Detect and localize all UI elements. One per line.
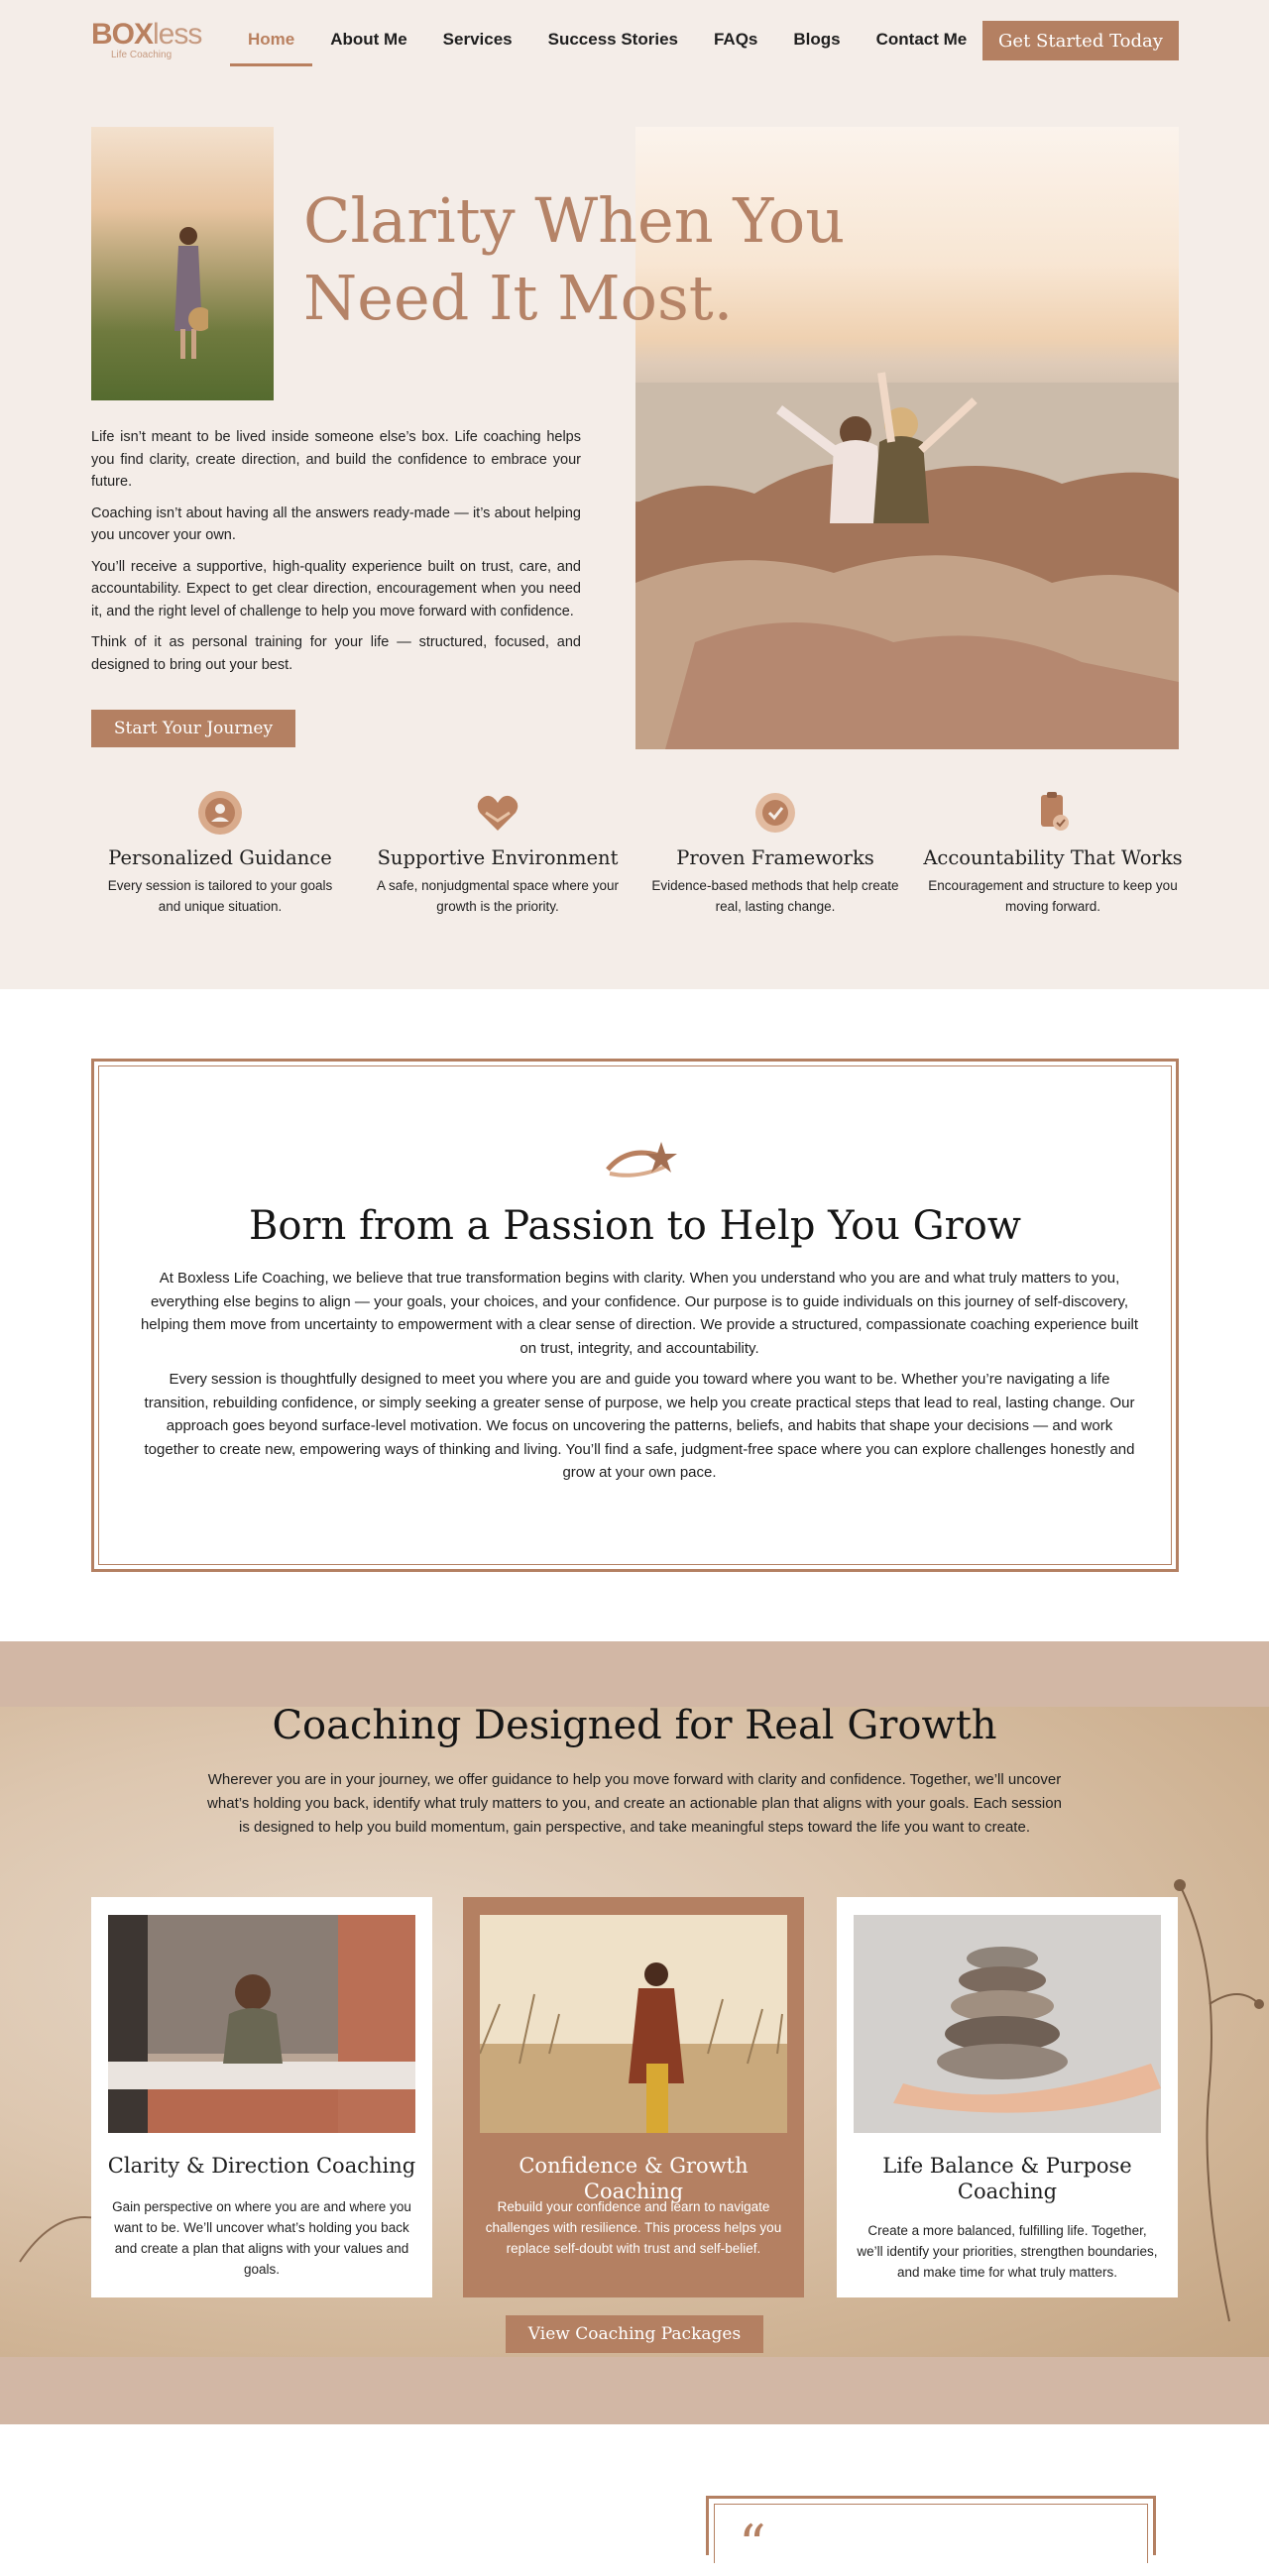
check-badge-icon bbox=[750, 787, 801, 839]
nav-item-about[interactable]: About Me bbox=[330, 30, 407, 49]
service-card-clarity[interactable] bbox=[91, 1897, 432, 2297]
start-journey-button[interactable]: Start Your Journey bbox=[91, 710, 295, 747]
nav-item-contact[interactable]: Contact Me bbox=[875, 30, 968, 49]
hero-paragraph-4: Think of it as personal training for your life — structured, focused, and designed to bring out your best. bbox=[91, 634, 581, 673]
feature-title: Personalized Guidance bbox=[108, 846, 332, 869]
feature-item bbox=[81, 787, 359, 917]
service-card-text: Create a more balanced, fulfilling life. Together, we’ll identify your priorities, strengthen boundaries, and make time for what truly matters. bbox=[857, 2223, 1158, 2280]
story-inner-frame bbox=[98, 1065, 1172, 1565]
story-title: Born from a Passion to Help You Grow bbox=[248, 1203, 1022, 1249]
stacked-stones-illustration bbox=[854, 1915, 1161, 2133]
logo-tagline: Life Coaching bbox=[111, 50, 173, 60]
logo-light: less bbox=[153, 18, 202, 51]
nav-links bbox=[230, 22, 984, 66]
clipboard-check-icon bbox=[1027, 787, 1079, 839]
feature-title: Accountability That Works bbox=[923, 846, 1183, 869]
feature-text: Evidence-based methods that help create real, lasting change. bbox=[651, 878, 899, 914]
nav-item-faqs[interactable]: FAQs bbox=[713, 30, 758, 49]
woman-on-ledge-illustration bbox=[108, 1915, 415, 2133]
brand-logo[interactable] bbox=[91, 18, 201, 60]
top-navigation bbox=[0, 0, 1269, 83]
service-card-confidence[interactable] bbox=[463, 1897, 804, 2297]
story-paragraph-1: At Boxless Life Coaching, we believe that true transformation begins with clarity. When you understand who you are and what truly matters to you, everything else begins to align — your goals, your choices, and your confidence. Our purpose is to guide individuals on this journey of self-discovery, helping them move from uncertainty to empowerment with a clear sense of direction. We provide a structured, compassionate coaching experience built on trust, integrity, and accountability. bbox=[140, 1270, 1139, 1357]
service-image-balance bbox=[854, 1915, 1161, 2133]
feature-text: A safe, nonjudgmental space where your growth is the priority. bbox=[377, 878, 619, 914]
service-card-title: Clarity & Direction Coaching bbox=[107, 2154, 416, 2178]
testimonial-inner-frame bbox=[714, 2504, 1148, 2576]
hero-paragraph-2: Coaching isn’t about having all the answers ready-made — it’s about helping you uncover your own. bbox=[91, 504, 581, 543]
woman-in-field-illustration bbox=[480, 1915, 787, 2133]
service-card-balance[interactable] bbox=[837, 1897, 1178, 2297]
feature-title: Supportive Environment bbox=[377, 846, 619, 869]
nav-item-success-stories[interactable]: Success Stories bbox=[547, 30, 678, 49]
hero-copy bbox=[91, 426, 581, 685]
walking-woman-figure bbox=[169, 222, 208, 371]
view-packages-button[interactable]: View Coaching Packages bbox=[506, 2315, 763, 2353]
hero-title-line-1: Clarity When You bbox=[303, 184, 846, 257]
feature-item bbox=[359, 787, 636, 917]
feature-text: Every session is tailored to your goals and unique situation. bbox=[107, 878, 333, 914]
services-title: Coaching Designed for Real Growth bbox=[272, 1703, 997, 1748]
about-story-section bbox=[91, 1059, 1179, 1572]
feature-text: Encouragement and structure to keep you moving forward. bbox=[928, 878, 1178, 914]
feature-item bbox=[914, 787, 1192, 917]
quote-mark-icon: “ bbox=[739, 2514, 766, 2576]
service-card-title: Life Balance & Purpose Coaching bbox=[882, 2154, 1132, 2203]
hero-walking-woman-image bbox=[91, 127, 274, 400]
logo-bold: BOX bbox=[91, 18, 154, 51]
feature-title: Proven Frameworks bbox=[676, 846, 874, 869]
heart-hands-icon bbox=[472, 787, 523, 839]
story-copy bbox=[139, 1267, 1140, 1493]
services-intro: Wherever you are in your journey, we offer guidance to help you move forward with clarity and confidence. Together, we’ll uncover what’s holding you back, identify what truly matters to you, and create an actionable plan that aligns with your goals. Each session is designed to help you build momentum, gain perspective, and take meaningful steps toward the life you want to create. bbox=[207, 1771, 1062, 1836]
get-started-button[interactable]: Get Started Today bbox=[982, 21, 1179, 60]
hero-title bbox=[303, 182, 898, 337]
nav-item-services[interactable]: Services bbox=[442, 30, 513, 49]
hero-section bbox=[0, 83, 1269, 989]
nav-item-blogs[interactable]: Blogs bbox=[793, 30, 841, 49]
nav-item-home[interactable]: Home bbox=[230, 22, 312, 66]
person-badge-icon bbox=[194, 787, 246, 839]
hero-paragraph-3: You’ll receive a supportive, high-quality experience built on trust, care, and accountability. Expect to get clear direction, encouragement when you need it, and the right level of challenge to help you move forward with confidence. bbox=[91, 558, 581, 619]
service-image-clarity bbox=[108, 1915, 415, 2133]
service-card-text: Rebuild your confidence and learn to navigate challenges with resilience. This process helps you replace self-doubt with trust and self-belief. bbox=[485, 2199, 782, 2256]
service-image-confidence bbox=[480, 1915, 787, 2133]
service-card-title: Confidence & Growth Coaching bbox=[519, 2154, 749, 2203]
features-row bbox=[81, 787, 1192, 917]
testimonial-frame bbox=[706, 2496, 1156, 2576]
hero-title-line-2: Need It Most. bbox=[303, 262, 734, 334]
service-card-text: Gain perspective on where you are and where you want to be. We’ll uncover what’s holding you back and create a plan that aligns with your values and goals. bbox=[112, 2199, 411, 2277]
feature-item bbox=[636, 787, 914, 917]
shooting-star-icon bbox=[598, 1130, 687, 1189]
hero-paragraph-1: Life isn’t meant to be lived inside someone else’s box. Life coaching helps you find clarity, create direction, and build the confidence to embrace your future. bbox=[91, 429, 581, 490]
story-paragraph-2: Every session is thoughtfully designed to meet you where you are and guide you toward where you want to be. Whether you’re navigating a life transition, rebuilding confidence, or simply seeking a greater sense of purpose, we help you create practical steps that lead to real, lasting change. Our approach goes beyond surface-level motivation. We focus on uncovering the patterns, beliefs, and habits that shape your decisions — and work together to create new, empowering ways of thinking and living. You’ll find a safe, judgment-free space where you can explore challenges honestly and grow at your own pace. bbox=[144, 1371, 1135, 1481]
